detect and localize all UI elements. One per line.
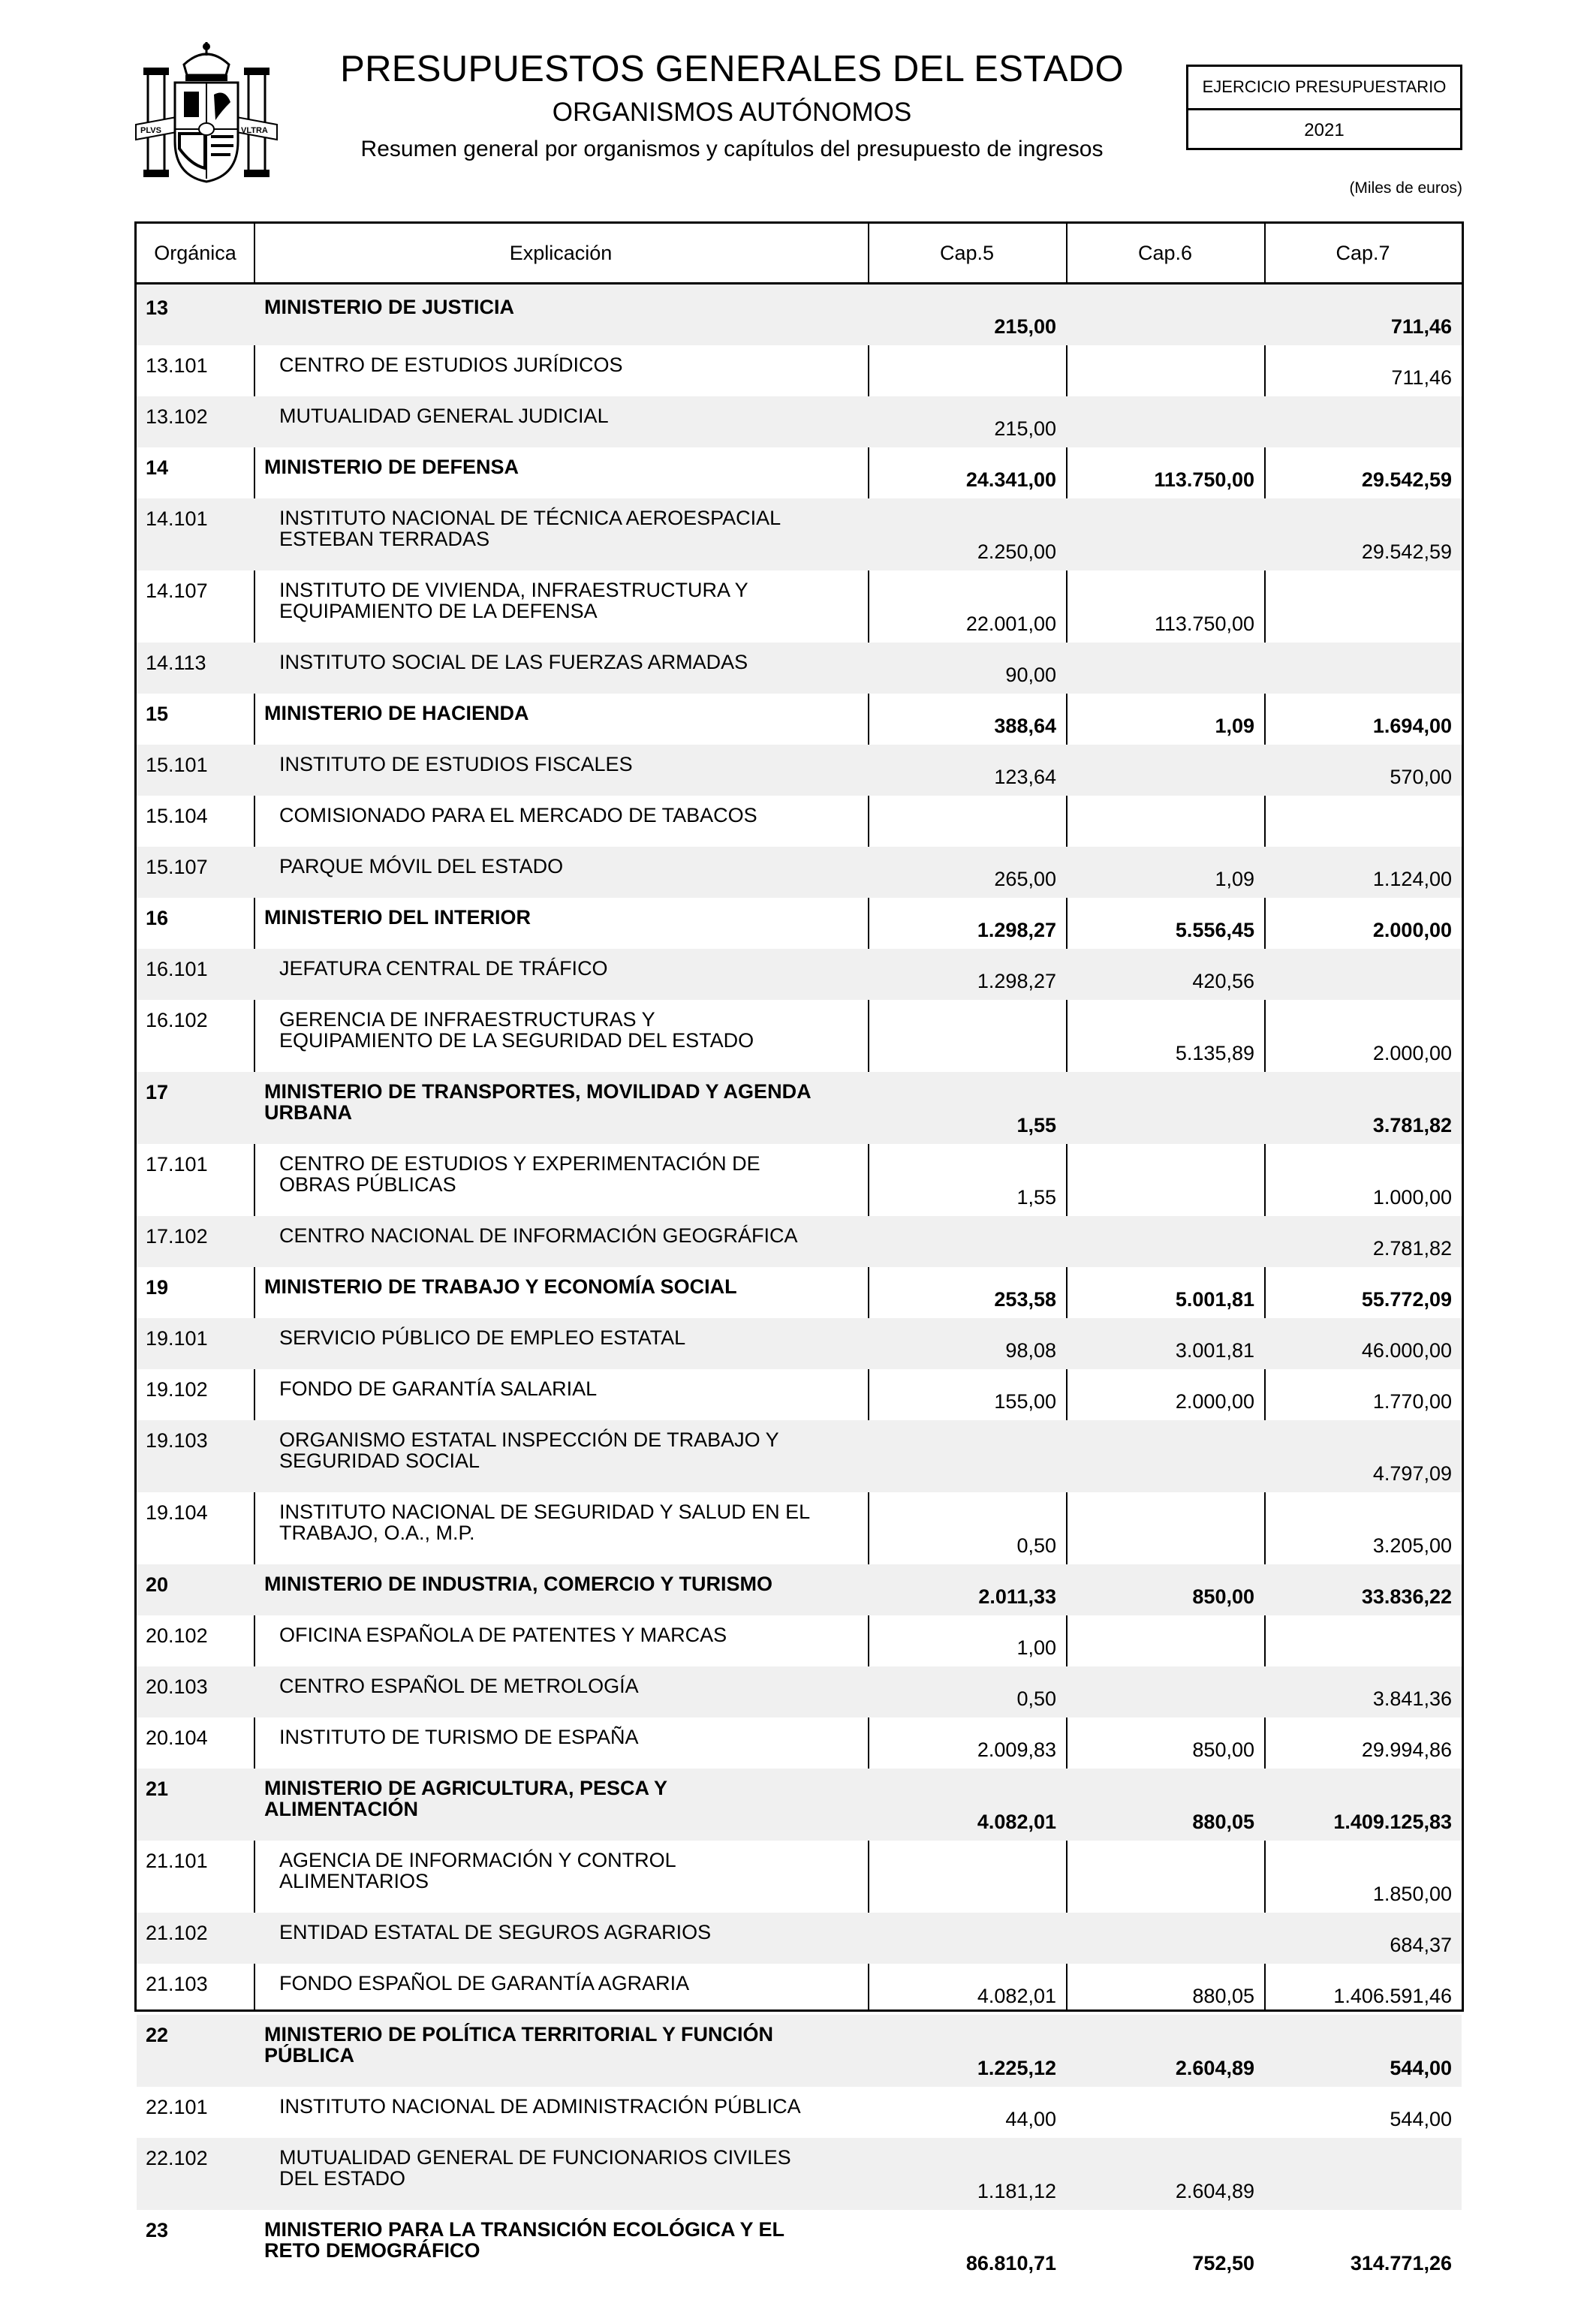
cell-organica: 20.102	[137, 1615, 254, 1666]
cell-explicacion: PARQUE MÓVIL DEL ESTADO	[254, 847, 868, 898]
table-row	[137, 1964, 1462, 2015]
cell-cap6: 5.001,81	[1066, 1267, 1264, 1318]
cell-cap5: 1,55	[868, 1144, 1066, 1216]
table-row	[137, 1666, 1462, 1717]
cell-cap6	[1066, 345, 1264, 396]
cell-explicacion: CENTRO ESPAÑOL DE METROLOGÍA	[254, 1666, 868, 1717]
cell-cap6	[1066, 396, 1264, 447]
cell-cap6	[1066, 1420, 1264, 1492]
cell-explicacion: FONDO DE GARANTÍA SALARIAL	[254, 1369, 868, 1420]
table-row	[137, 949, 1462, 1000]
cell-cap5	[868, 1216, 1066, 1267]
cell-cap6	[1066, 1216, 1264, 1267]
cell-cap6	[1066, 1144, 1264, 1216]
cell-cap7: 544,00	[1264, 2015, 1462, 2087]
cell-cap7: 2.781,82	[1264, 1216, 1462, 1267]
cell-cap7: 1.770,00	[1264, 1369, 1462, 1420]
table-header-row	[137, 224, 1462, 284]
cell-explicacion: CENTRO DE ESTUDIOS Y EXPERIMENTACIÓN DE OBRAS PÚBLICAS	[254, 1144, 868, 1216]
cell-organica: 14.113	[137, 643, 254, 694]
cell-cap5: 90,00	[868, 643, 1066, 694]
table-row	[137, 1420, 1462, 1492]
ejercicio-box	[1186, 65, 1462, 150]
table-row	[137, 1913, 1462, 1964]
cell-cap6: 420,56	[1066, 949, 1264, 1000]
table-row	[137, 643, 1462, 694]
cell-organica: 21.103	[137, 1964, 254, 2015]
cell-cap5: 1,55	[868, 1072, 1066, 1144]
cell-organica: 17	[137, 1072, 254, 1144]
cell-organica: 21.101	[137, 1841, 254, 1913]
cell-cap5: 4.082,01	[868, 1964, 1066, 2015]
cell-explicacion: INSTITUTO DE VIVIENDA, INFRAESTRUCTURA Y EQUIPAMIENTO DE LA DEFENSA	[254, 570, 868, 643]
cell-organica: 16.101	[137, 949, 254, 1000]
cell-organica: 16.102	[137, 1000, 254, 1072]
cell-organica: 22.102	[137, 2138, 254, 2210]
cell-explicacion: MINISTERIO DE POLÍTICA TERRITORIAL Y FUNCIÓN PÚBLICA	[254, 2015, 868, 2087]
ministry-row	[137, 447, 1462, 498]
cell-cap5: 123,64	[868, 745, 1066, 796]
cell-cap6: 880,05	[1066, 1769, 1264, 1841]
cell-cap6	[1066, 1913, 1264, 1964]
cell-cap6: 2.604,89	[1066, 2138, 1264, 2210]
cell-cap5: 44,00	[868, 2087, 1066, 2138]
cell-cap5: 215,00	[868, 396, 1066, 447]
units-note: (Miles de euros)	[1201, 179, 1462, 197]
cell-organica: 19.102	[137, 1369, 254, 1420]
cell-cap7: 544,00	[1264, 2087, 1462, 2138]
table-row	[137, 498, 1462, 570]
cell-explicacion: MINISTERIO DE DEFENSA	[254, 447, 868, 498]
budget-table-frame	[134, 221, 1464, 2012]
page-description: Resumen general por organismos y capítulos del presupuesto de ingresos	[319, 137, 1145, 162]
ministry-row	[137, 2015, 1462, 2087]
cell-cap5: 0,50	[868, 1492, 1066, 1564]
cell-cap7: 1.124,00	[1264, 847, 1462, 898]
cell-cap6: 5.135,89	[1066, 1000, 1264, 1072]
cell-cap5	[868, 345, 1066, 396]
cell-cap6	[1066, 2087, 1264, 2138]
cell-organica: 19.103	[137, 1420, 254, 1492]
ministry-row	[137, 1072, 1462, 1144]
table-row	[137, 2087, 1462, 2138]
cell-cap7: 29.542,59	[1264, 447, 1462, 498]
cell-cap5: 86.810,71	[868, 2210, 1066, 2282]
cell-cap7: 1.000,00	[1264, 1144, 1462, 1216]
cell-cap6: 2.000,00	[1066, 1369, 1264, 1420]
cell-cap6: 2.604,89	[1066, 2015, 1264, 2087]
cell-explicacion: AGENCIA DE INFORMACIÓN Y CONTROL ALIMENTARIOS	[254, 1841, 868, 1913]
cell-explicacion: MINISTERIO DE JUSTICIA	[254, 284, 868, 346]
cell-cap5: 265,00	[868, 847, 1066, 898]
cell-explicacion: MINISTERIO DE TRANSPORTES, MOVILIDAD Y AGENDA URBANA	[254, 1072, 868, 1144]
cell-explicacion: ENTIDAD ESTATAL DE SEGUROS AGRARIOS	[254, 1913, 868, 1964]
cell-organica: 14.107	[137, 570, 254, 643]
cell-organica: 13.101	[137, 345, 254, 396]
table-row	[137, 1000, 1462, 1072]
cell-explicacion: MINISTERIO PARA LA TRANSICIÓN ECOLÓGICA Y EL RETO DEMOGRÁFICO	[254, 2210, 868, 2282]
cell-organica: 19	[137, 1267, 254, 1318]
cell-cap7	[1264, 570, 1462, 643]
column-header-cap7: Cap.7	[1264, 224, 1462, 284]
cell-explicacion: MUTUALIDAD GENERAL JUDICIAL	[254, 396, 868, 447]
cell-cap5	[868, 1000, 1066, 1072]
cell-cap5	[868, 1913, 1066, 1964]
cell-explicacion: JEFATURA CENTRAL DE TRÁFICO	[254, 949, 868, 1000]
cell-explicacion: MINISTERIO DE HACIENDA	[254, 694, 868, 745]
cell-cap5: 4.082,01	[868, 1769, 1066, 1841]
cell-cap7: 3.841,36	[1264, 1666, 1462, 1717]
table-row	[137, 2138, 1462, 2210]
cell-explicacion: INSTITUTO NACIONAL DE SEGURIDAD Y SALUD EN EL TRABAJO, O.A., M.P.	[254, 1492, 868, 1564]
table-row	[137, 1369, 1462, 1420]
table-row	[137, 396, 1462, 447]
cell-cap6	[1066, 796, 1264, 847]
cell-cap7: 1.694,00	[1264, 694, 1462, 745]
cell-cap6	[1066, 1666, 1264, 1717]
cell-cap5	[868, 796, 1066, 847]
cell-explicacion: INSTITUTO SOCIAL DE LAS FUERZAS ARMADAS	[254, 643, 868, 694]
cell-cap5: 253,58	[868, 1267, 1066, 1318]
cell-cap7: 314.771,26	[1264, 2210, 1462, 2282]
table-row	[137, 745, 1462, 796]
cell-cap7	[1264, 396, 1462, 447]
cell-cap6: 113.750,00	[1066, 447, 1264, 498]
cell-organica: 21	[137, 1769, 254, 1841]
cell-cap6	[1066, 1072, 1264, 1144]
table-row	[137, 1216, 1462, 1267]
table-filler-cell	[137, 2282, 1462, 2312]
cell-organica: 21.102	[137, 1913, 254, 1964]
table-row	[137, 1615, 1462, 1666]
ejercicio-year: 2021	[1188, 110, 1460, 150]
cell-cap6	[1066, 1841, 1264, 1913]
cell-organica: 23	[137, 2210, 254, 2282]
ejercicio-label: EJERCICIO PRESUPUESTARIO	[1188, 67, 1460, 110]
cell-cap5: 155,00	[868, 1369, 1066, 1420]
cell-cap6	[1066, 643, 1264, 694]
cell-cap7: 55.772,09	[1264, 1267, 1462, 1318]
cell-cap7: 1.850,00	[1264, 1841, 1462, 1913]
cell-cap7: 4.797,09	[1264, 1420, 1462, 1492]
cell-organica: 15	[137, 694, 254, 745]
cell-cap6: 1,09	[1066, 847, 1264, 898]
ministry-row	[137, 2210, 1462, 2282]
ministry-row	[137, 284, 1462, 346]
cell-organica: 20.103	[137, 1666, 254, 1717]
cell-cap7: 711,46	[1264, 284, 1462, 346]
cell-organica: 22	[137, 2015, 254, 2087]
page-title: PRESUPUESTOS GENERALES DEL ESTADO	[319, 48, 1145, 90]
cell-organica: 14	[137, 447, 254, 498]
cell-cap6: 880,05	[1066, 1964, 1264, 2015]
table-row	[137, 847, 1462, 898]
cell-cap7: 684,37	[1264, 1913, 1462, 1964]
cell-cap7: 1.409.125,83	[1264, 1769, 1462, 1841]
cell-cap5: 2.009,83	[868, 1717, 1066, 1769]
table-filler-row	[137, 2282, 1462, 2312]
cell-cap5: 388,64	[868, 694, 1066, 745]
page-subtitle: ORGANISMOS AUTÓNOMOS	[319, 98, 1145, 128]
cell-cap7: 570,00	[1264, 745, 1462, 796]
cell-cap5: 24.341,00	[868, 447, 1066, 498]
cell-cap7: 46.000,00	[1264, 1318, 1462, 1369]
cell-cap6	[1066, 1492, 1264, 1564]
cell-organica: 17.101	[137, 1144, 254, 1216]
cell-cap6	[1066, 1615, 1264, 1666]
cell-explicacion: CENTRO DE ESTUDIOS JURÍDICOS	[254, 345, 868, 396]
cell-cap6	[1066, 498, 1264, 570]
column-header-organica: Orgánica	[137, 224, 254, 284]
cell-organica: 19.104	[137, 1492, 254, 1564]
coat-of-arms-emblem	[131, 36, 282, 186]
cell-cap7: 33.836,22	[1264, 1564, 1462, 1615]
cell-organica: 15.107	[137, 847, 254, 898]
column-header-cap6: Cap.6	[1066, 224, 1264, 284]
table-row	[137, 1144, 1462, 1216]
table-row	[137, 1841, 1462, 1913]
cell-explicacion: GERENCIA DE INFRAESTRUCTURAS Y EQUIPAMIENTO DE LA SEGURIDAD DEL ESTADO	[254, 1000, 868, 1072]
cell-explicacion: MINISTERIO DE AGRICULTURA, PESCA Y ALIMENTACIÓN	[254, 1769, 868, 1841]
cell-organica: 13.102	[137, 396, 254, 447]
cell-cap7: 1.406.591,46	[1264, 1964, 1462, 2015]
cell-cap5: 1.181,12	[868, 2138, 1066, 2210]
column-header-explicacion: Explicación	[254, 224, 868, 284]
cell-cap6: 1,09	[1066, 694, 1264, 745]
cell-explicacion: CENTRO NACIONAL DE INFORMACIÓN GEOGRÁFICA	[254, 1216, 868, 1267]
column-header-cap5: Cap.5	[868, 224, 1066, 284]
cell-organica: 14.101	[137, 498, 254, 570]
cell-cap5: 215,00	[868, 284, 1066, 346]
cell-organica: 22.101	[137, 2087, 254, 2138]
cell-cap6: 3.001,81	[1066, 1318, 1264, 1369]
cell-explicacion: INSTITUTO NACIONAL DE ADMINISTRACIÓN PÚBLICA	[254, 2087, 868, 2138]
cell-explicacion: ORGANISMO ESTATAL INSPECCIÓN DE TRABAJO Y SEGURIDAD SOCIAL	[254, 1420, 868, 1492]
cell-explicacion: OFICINA ESPAÑOLA DE PATENTES Y MARCAS	[254, 1615, 868, 1666]
emblem-ribbon-left: PLVS	[140, 126, 161, 135]
cell-cap5	[868, 1420, 1066, 1492]
table-row	[137, 570, 1462, 643]
cell-cap6: 752,50	[1066, 2210, 1264, 2282]
cell-cap5: 98,08	[868, 1318, 1066, 1369]
cell-cap7: 2.000,00	[1264, 1000, 1462, 1072]
cell-cap7: 711,46	[1264, 345, 1462, 396]
cell-organica: 16	[137, 898, 254, 949]
cell-explicacion: FONDO ESPAÑOL DE GARANTÍA AGRARIA	[254, 1964, 868, 2015]
cell-explicacion: INSTITUTO NACIONAL DE TÉCNICA AEROESPACIAL ESTEBAN TERRADAS	[254, 498, 868, 570]
cell-cap7	[1264, 949, 1462, 1000]
ministry-row	[137, 1267, 1462, 1318]
table-row	[137, 1318, 1462, 1369]
budget-table	[137, 224, 1462, 2312]
cell-cap5: 1,00	[868, 1615, 1066, 1666]
cell-cap7: 29.542,59	[1264, 498, 1462, 570]
cell-cap6: 5.556,45	[1066, 898, 1264, 949]
cell-cap5: 2.250,00	[868, 498, 1066, 570]
cell-cap6: 850,00	[1066, 1564, 1264, 1615]
cell-cap5: 1.298,27	[868, 949, 1066, 1000]
cell-cap5: 22.001,00	[868, 570, 1066, 643]
cell-cap7: 3.205,00	[1264, 1492, 1462, 1564]
cell-cap6	[1066, 745, 1264, 796]
cell-explicacion: MUTUALIDAD GENERAL DE FUNCIONARIOS CIVILES DEL ESTADO	[254, 2138, 868, 2210]
cell-organica: 20.104	[137, 1717, 254, 1769]
cell-cap5	[868, 1841, 1066, 1913]
cell-cap6: 113.750,00	[1066, 570, 1264, 643]
cell-explicacion: MINISTERIO DE INDUSTRIA, COMERCIO Y TURISMO	[254, 1564, 868, 1615]
ministry-row	[137, 898, 1462, 949]
cell-explicacion: COMISIONADO PARA EL MERCADO DE TABACOS	[254, 796, 868, 847]
emblem-ribbon-right: VLTRA	[241, 126, 268, 135]
cell-organica: 13	[137, 284, 254, 346]
cell-cap7	[1264, 796, 1462, 847]
cell-explicacion: SERVICIO PÚBLICO DE EMPLEO ESTATAL	[254, 1318, 868, 1369]
cell-cap5: 2.011,33	[868, 1564, 1066, 1615]
cell-organica: 15.101	[137, 745, 254, 796]
cell-cap5: 1.298,27	[868, 898, 1066, 949]
cell-cap5: 1.225,12	[868, 2015, 1066, 2087]
ministry-row	[137, 1564, 1462, 1615]
cell-cap6	[1066, 284, 1264, 346]
cell-cap5: 0,50	[868, 1666, 1066, 1717]
cell-explicacion: INSTITUTO DE TURISMO DE ESPAÑA	[254, 1717, 868, 1769]
cell-explicacion: MINISTERIO DE TRABAJO Y ECONOMÍA SOCIAL	[254, 1267, 868, 1318]
cell-cap7	[1264, 2138, 1462, 2210]
table-row	[137, 1717, 1462, 1769]
cell-cap7	[1264, 643, 1462, 694]
table-row	[137, 1492, 1462, 1564]
cell-organica: 19.101	[137, 1318, 254, 1369]
cell-explicacion: INSTITUTO DE ESTUDIOS FISCALES	[254, 745, 868, 796]
ministry-row	[137, 694, 1462, 745]
cell-cap7: 29.994,86	[1264, 1717, 1462, 1769]
cell-cap7: 2.000,00	[1264, 898, 1462, 949]
cell-cap7	[1264, 1615, 1462, 1666]
table-body	[137, 284, 1462, 2312]
cell-organica: 20	[137, 1564, 254, 1615]
cell-explicacion: MINISTERIO DEL INTERIOR	[254, 898, 868, 949]
cell-organica: 17.102	[137, 1216, 254, 1267]
cell-cap6: 850,00	[1066, 1717, 1264, 1769]
ministry-row	[137, 1769, 1462, 1841]
table-row	[137, 345, 1462, 396]
table-row	[137, 796, 1462, 847]
cell-cap7: 3.781,82	[1264, 1072, 1462, 1144]
cell-organica: 15.104	[137, 796, 254, 847]
